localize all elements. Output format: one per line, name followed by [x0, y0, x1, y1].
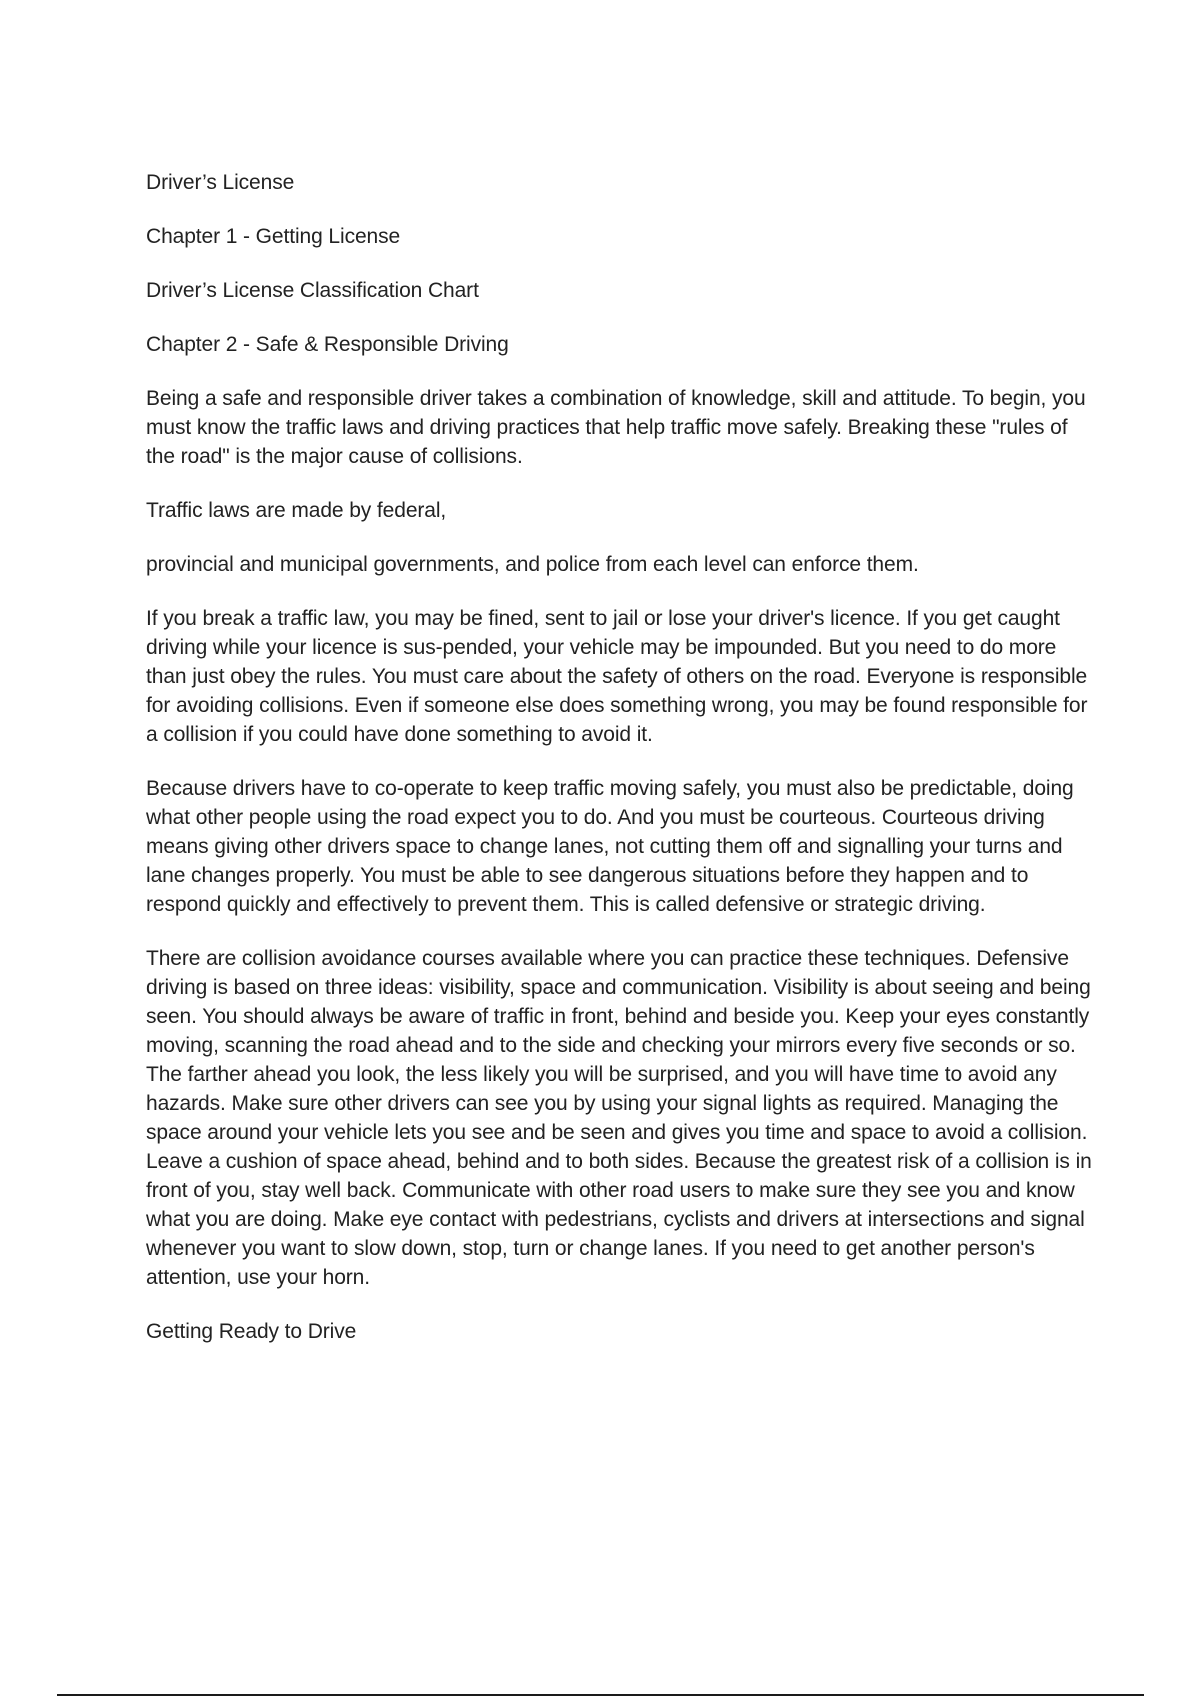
classification-chart-heading: Driver’s License Classification Chart [146, 279, 479, 302]
paragraph-cooperate: Because drivers have to co-operate to keep traffic moving safely, you must also be predictable, doing what other people using the road expect you to do. And you must be courteous. Courteous driving means giving other drivers space to change lanes, not cutting them off and signalling your turns and lane changes properly. You must be able to see dangerous situations before they happen and to respond quickly and effectively to prevent them. This is called defensive or strategic driving. [146, 777, 1074, 916]
paragraph-governments: provincial and municipal governments, and police from each level can enforce them. [146, 553, 919, 576]
paragraph-defensive-driving: There are collision avoidance courses available where you can practice these techniques. Defensive driving is based on three ideas: visibility, space and communication. Visibility is about seeing and being seen. You should always be aware of traffic in front, behind and beside you. Keep your eyes constantly moving, scanning the road ahead and to the side and checking your mirrors every five seconds or so. The farther ahead you look, the less likely you will be surprised, and you will have time to avoid any hazards. Make sure other drivers can see you by using your signal lights as required. Managing the space around your vehicle lets you see and be seen and gives you time and space to avoid a collision. Leave a cushion of space ahead, behind and to both sides. Because the greatest risk of a collision is in front of you, stay well back. Communicate with other road users to make sure they see you and know what you are doing. Make eye contact with pedestrians, cyclists and drivers at intersections and signal whenever you want to slow down, stop, turn or change lanes. If you need to get another person's attention, use your horn. [146, 947, 1092, 1289]
paragraph-break-law: If you break a traffic law, you may be fined, sent to jail or lose your driver's licence. If you get caught driving while your licence is sus-pended, your vehicle may be impounded. But you need to do more than just obey the rules. You must care about the safety of others on the road. Everyone is responsible for avoiding collisions. Even if someone else does something wrong, you may be found responsible for a collision if you could have done something to avoid it. [146, 607, 1088, 746]
section-heading-getting-ready: Getting Ready to Drive [146, 1320, 357, 1343]
chapter-2-heading: Chapter 2 - Safe & Responsible Driving [146, 333, 509, 356]
page-bottom-divider [57, 1694, 1144, 1696]
paragraph-safe-driver: Being a safe and responsible driver takes a combination of knowledge, skill and attitude. To begin, you must know the traffic laws and driving practices that help traffic move safely. Breaking these "rules of the road" is the major cause of collisions. [146, 387, 1086, 468]
document-page [146, 168, 1096, 1371]
document-title: Driver’s License [146, 171, 295, 194]
chapter-1-heading: Chapter 1 - Getting License [146, 225, 401, 248]
paragraph-traffic-laws: Traffic laws are made by federal, [146, 499, 447, 522]
